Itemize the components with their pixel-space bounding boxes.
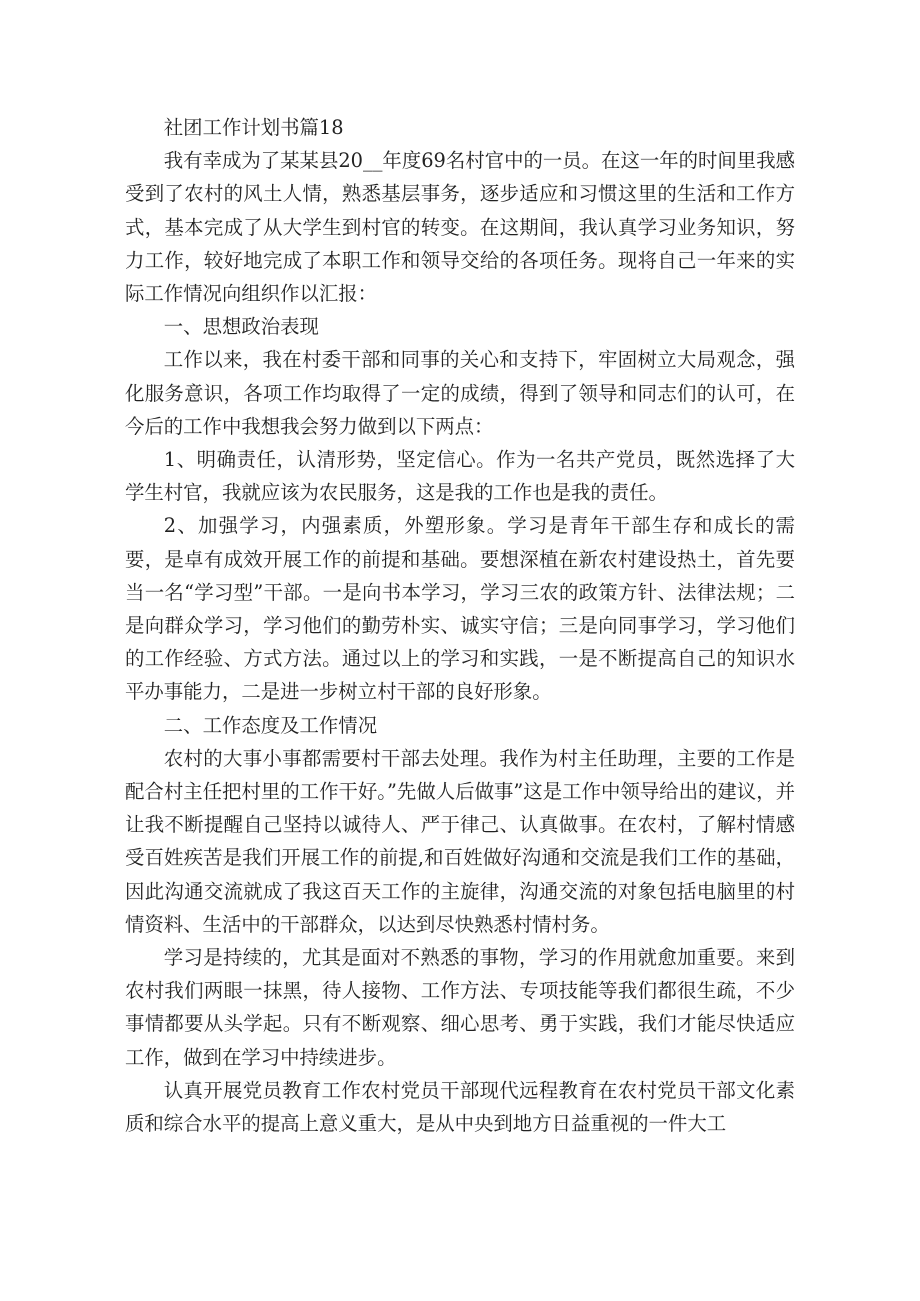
document-body: [125, 111, 795, 1140]
section-heading-work: 二、工作态度及工作情况: [163, 713, 378, 737]
paragraph-learning: 学习是持续的，尤其是面对不熟悉的事物，学习的作用就愈加重要。来到农村我们两眼一抹黑，待人接物、工作方法、专项技能等我们都很生疏，不少事情都要从头学起。只有不断观察、细心思考、勇于实践，我们才能尽快适应工作，做到在学习中持续进步。: [125, 946, 795, 1069]
section-heading-political: 一、思想政治表现: [163, 315, 319, 339]
paragraph-intro: 我有幸成为了某某县20__年度69名村官中的一员。在这一年的时间里我感受到了农村的风土人情，熟悉基层事务，逐步适应和习惯这里的生活和工作方式，基本完成了从大学生到村官的转变。在这期间，我认真学习业务知识，努力工作，较好地完成了本职工作和领导交给的各项任务。现将自己一年来的实际工作情况向组织作以汇报：: [125, 149, 795, 306]
document-title: 社团工作计划书篇18: [163, 116, 344, 139]
paragraph-political: 工作以来，我在村委干部和同事的关心和支持下，牢固树立大局观念，强化服务意识，各项工作均取得了一定的成绩，得到了领导和同志们的认可，在今后的工作中我想我会努力做到以下两点：: [125, 348, 795, 438]
paragraph-work: 农村的大事小事都需要村干部去处理。我作为村主任助理，主要的工作是配合村主任把村里的工作干好。”先做人后做事”这是工作中领导给出的建议，并让我不断提醒自己坚持以诚待人、严于律己、认真做事。在农村，了解村情感受百姓疾苦是我们开展工作的前提,和百姓做好沟通和交流是我们工作的基础，因此沟通交流就成了我这百天工作的主旋律，沟通交流的对象包括电脑里的村情资料、生活中的干部群众，以达到尽快熟悉村情村务。: [125, 746, 795, 936]
paragraph-point-2: 2、加强学习，内强素质，外塑形象。学习是青年干部生存和成长的需要，是卓有成效开展工作的前提和基础。要想深植在新农村建设热土，首先要当一名“学习型”干部。一是向书本学习，学习三农的政策方针、法律法规；二是向群众学习，学习他们的勤劳朴实、诚实守信；三是向同事学习，学习他们的工作经验、方式方法。通过以上的学习和实践，一是不断提高自己的知识水平办事能力，二是进一步树立村干部的良好形象。: [125, 514, 795, 704]
paragraph-education: 认真开展党员教育工作农村党员干部现代远程教育在农村党员干部文化素质和综合水平的提高上意义重大，是从中央到地方日益重视的一件大工: [125, 1078, 795, 1136]
paragraph-point-1: 1、明确责任，认清形势，坚定信心。作为一名共产党员，既然选择了大学生村官，我就应该为农民服务，这是我的工作也是我的责任。: [125, 448, 795, 505]
